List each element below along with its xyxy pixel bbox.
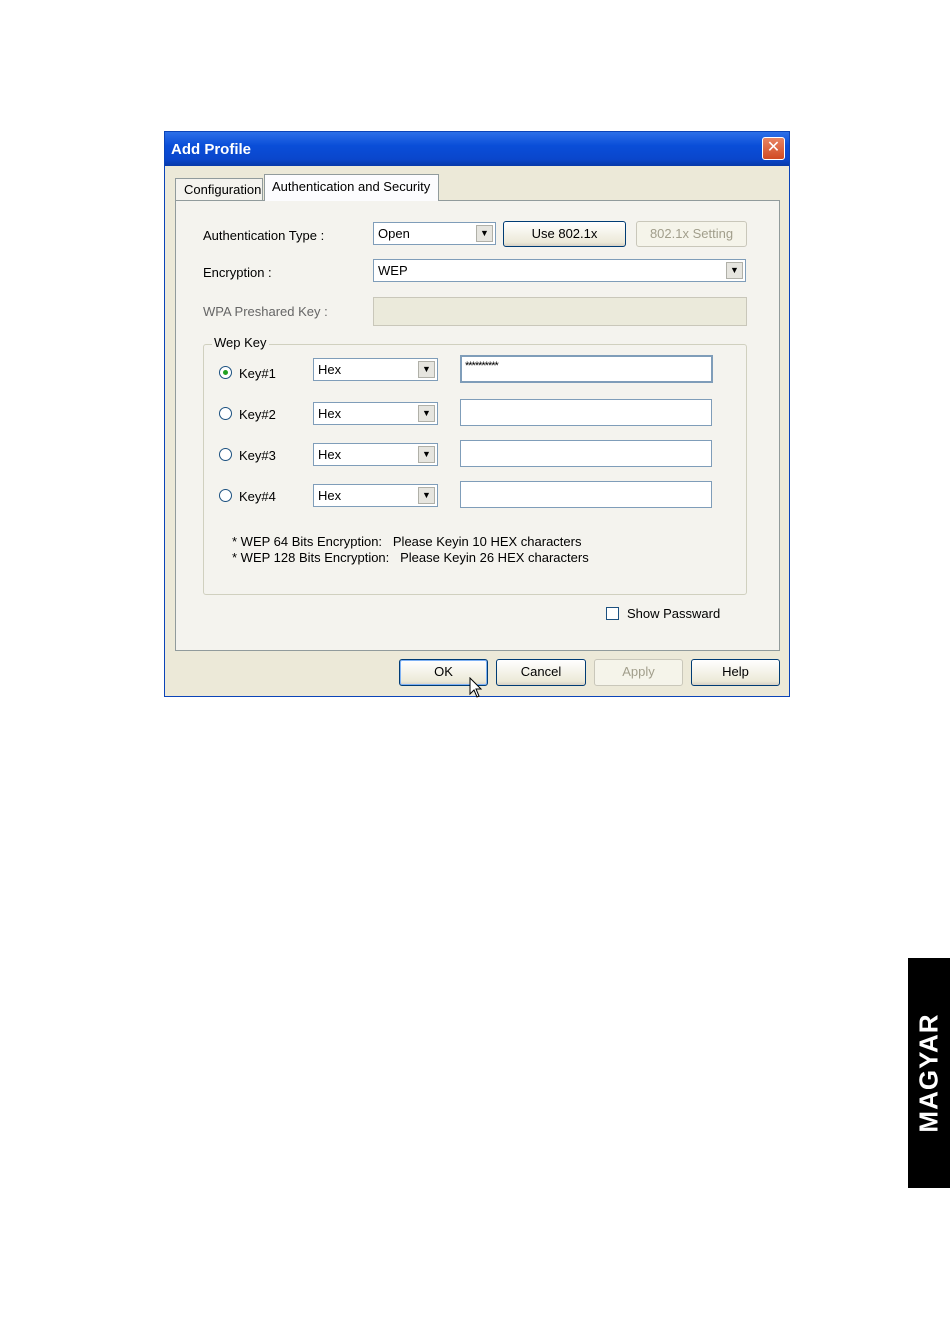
title-bar[interactable]: [165, 132, 789, 166]
8021x-setting-button[interactable]: 802.1x Setting: [636, 221, 747, 247]
show-password-checkbox[interactable]: [606, 607, 619, 620]
chevron-down-icon[interactable]: ▼: [476, 225, 493, 242]
key2-radio[interactable]: [219, 407, 232, 420]
close-icon: ✕: [766, 139, 781, 156]
encryption-value: WEP: [378, 263, 408, 278]
key1-input[interactable]: **********: [460, 355, 713, 383]
encryption-select[interactable]: [373, 259, 746, 282]
add-profile-dialog: [164, 131, 790, 697]
use-8021x-button[interactable]: Use 802.1x: [503, 221, 626, 247]
key2-input[interactable]: [460, 399, 712, 426]
wep128-note: * WEP 128 Bits Encryption: Please Keyin 26 HEX characters: [232, 550, 589, 565]
close-button[interactable]: [762, 137, 785, 160]
key3-label: Key#3: [239, 448, 276, 463]
tab-configuration[interactable]: Configuration: [175, 178, 263, 200]
encryption-label: Encryption :: [203, 265, 272, 280]
tab-panel: [175, 200, 780, 651]
key4-label: Key#4: [239, 489, 276, 504]
key1-format-select[interactable]: Hex ▼: [313, 358, 438, 381]
wpa-key-input[interactable]: [373, 297, 747, 326]
wep-key-group-title: Wep Key: [214, 335, 267, 350]
auth-type-label: Authentication Type :: [203, 228, 325, 243]
dialog-title: Add Profile: [171, 141, 252, 158]
key4-radio[interactable]: [219, 489, 232, 502]
key1-label: Key#1: [239, 366, 276, 381]
chevron-down-icon[interactable]: ▼: [418, 446, 435, 463]
chevron-down-icon[interactable]: ▼: [418, 487, 435, 504]
key1-radio[interactable]: [219, 366, 232, 379]
key3-format-select[interactable]: Hex ▼: [313, 443, 438, 466]
key3-radio[interactable]: [219, 448, 232, 461]
auth-type-select[interactable]: [373, 222, 496, 245]
tab-authentication-security[interactable]: Authentication and Security: [264, 174, 439, 201]
apply-button[interactable]: Apply: [594, 659, 683, 686]
ok-button[interactable]: OK: [399, 659, 488, 686]
wep64-note: * WEP 64 Bits Encryption: Please Keyin 10 HEX characters: [232, 534, 582, 549]
key2-label: Key#2: [239, 407, 276, 422]
key4-input[interactable]: [460, 481, 712, 508]
wpa-key-label: WPA Preshared Key :: [203, 304, 328, 319]
auth-type-value: Open: [378, 226, 410, 241]
key2-format-select[interactable]: Hex ▼: [313, 402, 438, 425]
chevron-down-icon[interactable]: ▼: [418, 361, 435, 378]
show-password-label: Show Passward: [627, 606, 721, 621]
chevron-down-icon[interactable]: ▼: [726, 262, 743, 279]
radio-selected-dot: [223, 370, 228, 375]
key4-format-select[interactable]: Hex ▼: [313, 484, 438, 507]
mouse-pointer-icon: [469, 677, 483, 699]
cancel-button[interactable]: Cancel: [496, 659, 586, 686]
help-button[interactable]: Help: [691, 659, 780, 686]
language-side-tab: [908, 958, 950, 1188]
language-label: MAGYAR: [913, 1013, 944, 1133]
key3-input[interactable]: [460, 440, 712, 467]
chevron-down-icon[interactable]: ▼: [418, 405, 435, 422]
